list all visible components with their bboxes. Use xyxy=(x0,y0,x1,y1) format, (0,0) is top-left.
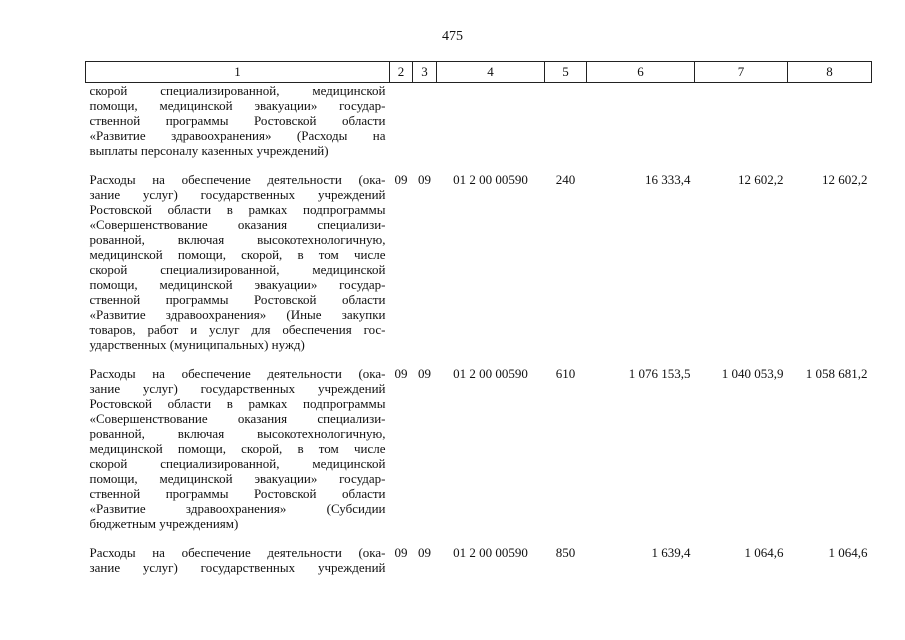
row-value-2 xyxy=(695,83,788,159)
row-value-3 xyxy=(788,83,872,159)
row-target-code xyxy=(437,83,545,159)
row-value-3: 1 058 681,2 xyxy=(805,366,868,381)
row-description xyxy=(86,83,390,159)
description-line: бюджетным учреждениям) xyxy=(89,516,239,531)
column-header: 8 xyxy=(788,62,872,83)
description-line: помощи, медицинской эвакуации» государ- xyxy=(89,98,386,113)
description-line: скорой специализированной, медицинской xyxy=(89,83,386,98)
row-section xyxy=(390,83,413,159)
description-line: Расходы на обеспечение деятельности (ока- xyxy=(89,366,386,381)
description-line: помощи, медицинской эвакуации» государ- xyxy=(89,277,386,292)
row-expense-type: 240 xyxy=(555,172,576,187)
description-line: Ростовской области в рамках подпрограммы xyxy=(89,396,386,411)
description-line: «Развитие здравоохранения» (Расходы на xyxy=(89,128,386,143)
row-value-1: 1 076 153,5 xyxy=(628,366,691,381)
row-subsection: 09 xyxy=(418,545,431,560)
description-line: помощи, медицинской эвакуации» государ- xyxy=(89,471,386,486)
row-target-code: 01 2 00 00590 xyxy=(453,545,528,560)
row-subsection xyxy=(413,83,437,159)
budget-table xyxy=(85,61,872,575)
table-row xyxy=(86,352,872,531)
description-line: «Развитие здравоохранения» (Иные закупки xyxy=(89,307,386,322)
description-line: скорой специализированной, медицинской xyxy=(89,456,386,471)
row-description xyxy=(86,158,390,352)
row-value-2: 12 602,2 xyxy=(738,172,784,187)
description-line: Расходы на обеспечение деятельности (ока- xyxy=(89,172,386,187)
description-line: скорой специализированной, медицинской xyxy=(89,262,386,277)
description-line: медицинской помощи, скорой, в том числе xyxy=(89,247,386,262)
table-row xyxy=(86,531,872,575)
row-target-code: 01 2 00 00590 xyxy=(453,172,528,187)
column-header: 2 xyxy=(390,62,413,83)
description-line: зание услуг) государственных учреждений xyxy=(89,381,386,396)
row-expense-type: 610 xyxy=(555,366,576,381)
row-section: 09 xyxy=(394,366,408,381)
description-line: товаров, работ и услуг для обеспечения гос- xyxy=(89,322,386,337)
description-line: зание услуг) государственных учреждений xyxy=(89,187,386,202)
row-value-2: 1 040 053,9 xyxy=(721,366,784,381)
description-line: зание услуг) государственных учреждений xyxy=(89,560,386,575)
row-subsection: 09 xyxy=(418,172,431,187)
description-line: ственной программы Ростовской области xyxy=(89,486,386,501)
description-line: медицинской помощи, скорой, в том числе xyxy=(89,441,386,456)
description-line: ственной программы Ростовской области xyxy=(89,113,386,128)
description-line: рованной, включая высокотехнологичную, xyxy=(89,232,386,247)
row-value-3: 1 064,6 xyxy=(828,545,868,560)
row-expense-type: 850 xyxy=(555,545,576,560)
row-value-2: 1 064,6 xyxy=(744,545,784,560)
description-line: «Развитие здравоохранения» (Субсидии xyxy=(89,501,386,516)
description-line: Расходы на обеспечение деятельности (ока- xyxy=(89,545,386,560)
description-line: выплаты персоналу казенных учреждений) xyxy=(89,143,329,158)
column-number-row xyxy=(86,62,872,83)
table-row xyxy=(86,158,872,352)
page-number: 475 xyxy=(442,29,463,44)
column-header: 4 xyxy=(437,62,545,83)
row-value-1: 16 333,4 xyxy=(645,172,691,187)
row-description xyxy=(86,352,390,531)
description-line: «Совершенствование оказания специализи- xyxy=(89,217,386,232)
row-value-1 xyxy=(587,83,695,159)
description-line: рованной, включая высокотехнологичную, xyxy=(89,426,386,441)
row-value-3: 12 602,2 xyxy=(822,172,868,187)
row-target-code: 01 2 00 00590 xyxy=(453,366,528,381)
column-header: 5 xyxy=(545,62,587,83)
row-section: 09 xyxy=(394,545,408,560)
column-header: 1 xyxy=(86,62,390,83)
table-row xyxy=(86,83,872,159)
row-expense-type xyxy=(545,83,587,159)
row-description xyxy=(86,531,390,575)
description-line: ударственных (муниципальных) нужд) xyxy=(89,337,305,352)
row-section: 09 xyxy=(394,172,408,187)
column-header: 3 xyxy=(413,62,437,83)
description-line: «Совершенствование оказания специализи- xyxy=(89,411,386,426)
description-line: Ростовской области в рамках подпрограммы xyxy=(89,202,386,217)
column-header: 7 xyxy=(695,62,788,83)
column-header: 6 xyxy=(587,62,695,83)
description-line: ственной программы Ростовской области xyxy=(89,292,386,307)
row-subsection: 09 xyxy=(418,366,431,381)
row-value-1: 1 639,4 xyxy=(651,545,691,560)
